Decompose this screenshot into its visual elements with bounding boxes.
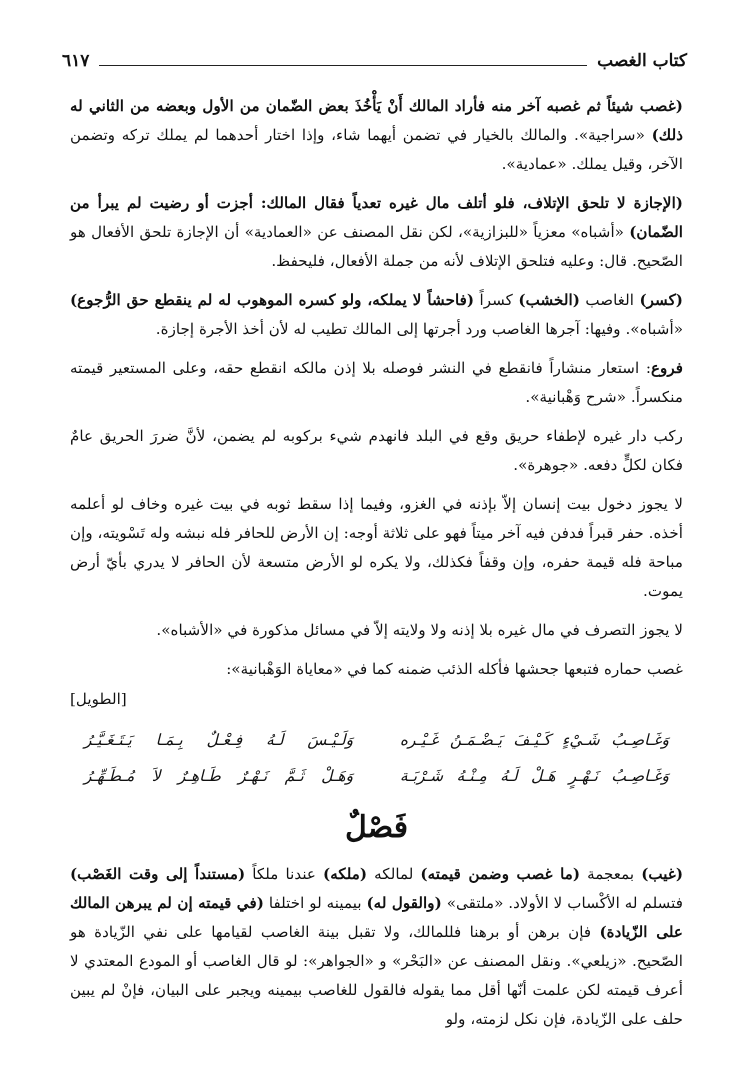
plain-text: فتسلم له الأكْساب لا الأولاد. «ملتقى» [441,894,683,912]
paragraph-7 [70,616,683,645]
verse-second-hemistich: وَهَـلْ ثَـمَّ نَـهْـرٌ طَـاهِـرٌ لاَ مُـطَـهِّـرُ [84,767,354,785]
bold-text: فروع [650,359,683,377]
bold-text: (والقول له) [366,894,442,912]
paragraph-4 [70,354,683,412]
poem-verses [84,722,669,794]
plain-text: لمالكه [367,865,421,883]
plain-text: كسراً [474,291,519,309]
bold-text: (ما غصب وضمن قيمته) [420,865,581,883]
verse-first-hemistich: وَغَـاصِـبُ شَـيْءٍ كَـيْـفَ يَـضْـمَـنُ غَـيْـره [399,731,669,749]
bold-text: (كسر) [639,291,683,309]
bold-text: (غيب) [641,865,684,883]
paragraph-8 [70,655,683,684]
bold-text: (الإجازة لا تلحق الإتلاف، فلو أتلف مال غيره تعدياً فقال المالك: أجزت أو رضيت لم يبرأ من الضّمان) [70,194,683,241]
plain-text: «أشباه». وفيها: آجرها الغاصب ورد أجرتها إلى المالك تطيب له لأن أخذ الأجرة إجازة. [155,320,683,338]
bold-text: (فاحشاً لا يملكه، ولو كسره الموهوب له لم ينقطع حق الرُّجوع) [70,291,475,309]
plain-text: غصب حماره فتبعها جحشها فأكله الذئب ضمنه كما في «معاياة الوَهْبانية»: [226,660,683,678]
header-rule [99,65,587,66]
plain-text: «أشباه» معزياً «للبزازية»، لكن نقل المصنف عن «العمادية» أن الإجازة تلحق الأفعال هو الصّحيح. قال: وعليه فتلحق الإتلاف لأنه من جملة الأفعال، فليحفظ. [70,223,683,270]
verse-first-hemistich: وَغَـاصِـبُ نَـهْـرٍ هَـلْ لَـهُ مِـنْـهُ شَـرْبَـة [399,767,669,785]
verse-second-hemistich: وَلَـيْـسَ لَـهُ فِـعْـلٌ بِـمَـا يَـتَـغَـيَّـرُ [84,731,354,749]
plain-text: بيمينه لو اختلفا [263,894,367,912]
section-heading: فَصْلٌ [344,810,409,845]
plain-text: بمعجمة [580,865,642,883]
plain-text: : استعار منشاراً فانقطع في النشر فوصله بلا إذن مالكه انقطع حقه، وعلى المستعير قيمته منكسراً. «شرح وَهْبانية». [70,359,683,406]
bold-text: (ملكه) [323,865,368,883]
paragraph-3 [70,286,683,344]
poetic-meter-label: [الطويل] [70,690,127,708]
plain-text: عندنا ملكاً [245,865,324,883]
bold-text: (غصب شيئاً ثم غصبه آخر منه فأراد المالك أَنْ يَأْخُذَ بعض الضّمان من الأول وبعضه من الثاني له ذلك) [70,97,683,144]
chapter-title: كتاب الغصب [597,51,687,71]
paragraph-5 [70,422,683,480]
verse-line [84,722,669,758]
running-header [62,48,687,74]
main-text [70,92,683,1044]
bold-text: (الخشب) [518,291,580,309]
bold-text: (مستنداً إلى وقت الغَصْب) [70,865,246,883]
plain-text: الغاصب [579,291,640,309]
paragraph-9 [70,860,683,1034]
verse-line [84,758,669,794]
plain-text: لا يجوز دخول بيت إنسان إلاّ بإذنه في الغزو، وفيما إذا سقط ثوبه في بيت غيره وخاف لو أعلمه أخذه. حفر قبراً فدفن فيه آخر ميتاً فهو على ثلاثة أوجه: إن الأرض للحافر فله نبشه وله تَسْويته، وإن مباحة فله قيمة حفره، وإن وقفاً فكذلك، ولا يكره لو الأرض متسعة لأن الحافر لا يدري بأيّ أرض يموت. [70,495,683,600]
bold-text: (في قيمته إن لم يبرهن المالك على الزّيادة) [70,894,683,941]
plain-text: فإن برهن أو برهنا فللمالك، ولا تقبل بينة الغاصب لقيامها على نفي الزّيادة هو الصّحيح. «زيلعي». ونقل المصنف عن «البَحْر» و «الجواهر»: لو قال الغاصب أو المودع المعتدي لا أعرف قيمته لكن علمت أنّها أقل مما يقوله فالقول للغاصب بيمينه ويجبر على البيان، فإنْ لم يبين حلف على الزّيادة، فإن نكل لزمته، ولو [70,923,683,1028]
plain-text: ركب دار غيره لإطفاء حريق وقع في البلد فانهدم شيء بركوبه لم يضمن، لأنَّ ضررَ الحريق عامٌ فكان لكلٍّ دفعه. «جوهرة». [70,427,683,474]
page-number: ٦١٧ [62,51,90,71]
paragraph-2 [70,189,683,276]
paragraph-6 [70,490,683,606]
plain-text: لا يجوز التصرف في مال غيره بلا إذنه ولا ولايته إلاّ في مسائل مذكورة في «الأشباه». [156,621,683,639]
plain-text: «سراجية». والمالك بالخيار في تضمن أيهما شاء، وإذا اختار أحدهما لم يملك تركه وتضمن الآخر، وقيل يملك. «عمادية». [70,126,683,173]
paragraph-1 [70,92,683,179]
